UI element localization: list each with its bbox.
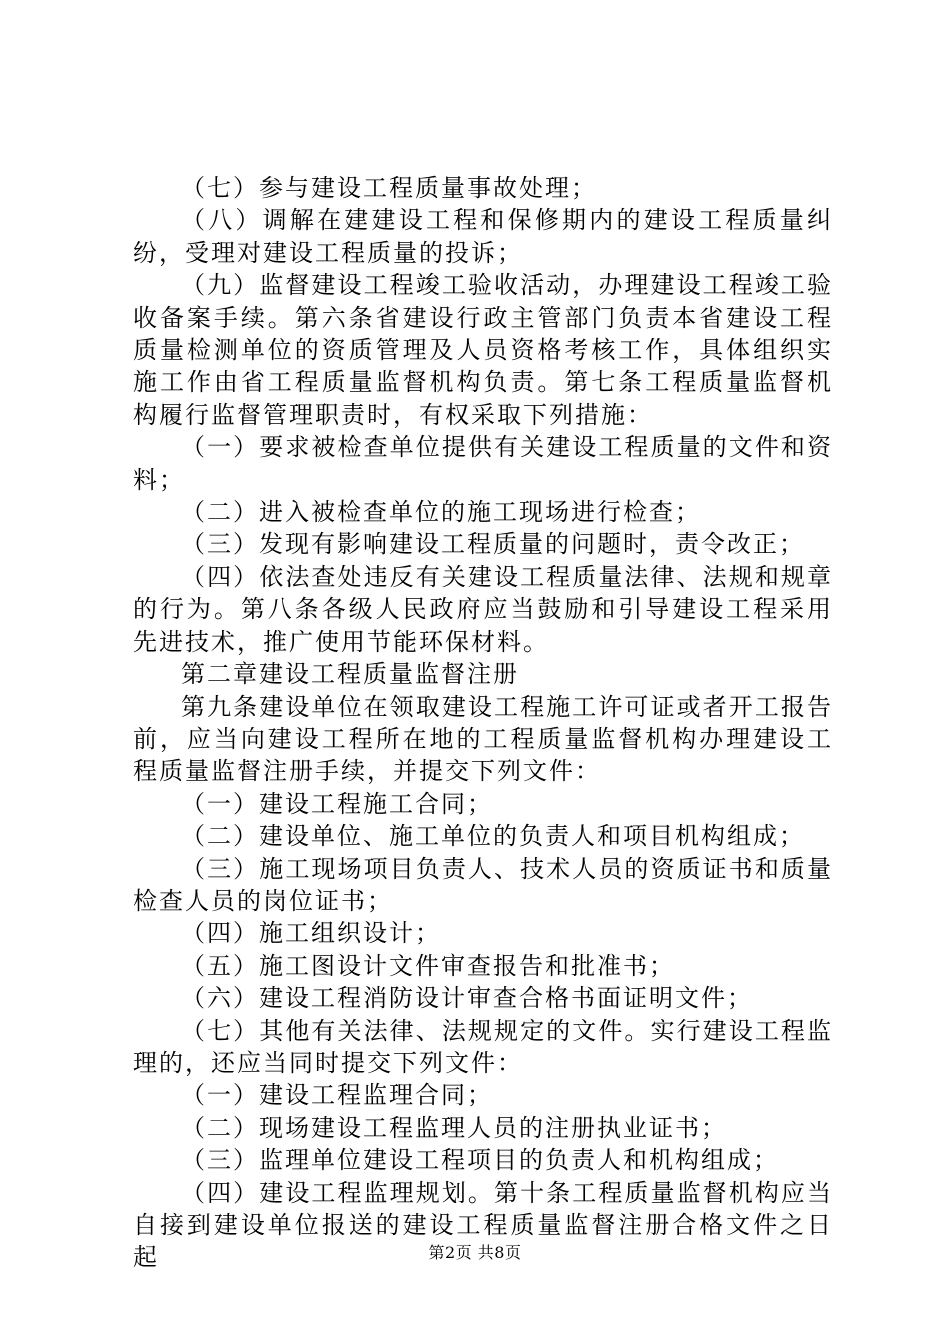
- paragraph-18: （二）现场建设工程监理人员的注册执业证书；: [181, 1113, 727, 1142]
- paragraph-12: （三）施工现场项目负责人、技术人员的资质证书和质量检查人员的岗位证书；: [133, 854, 833, 915]
- chapter-heading: 第二章建设工程质量监督注册: [181, 660, 519, 689]
- paragraph-14: （五）施工图设计文件审查报告和批准书；: [181, 951, 675, 980]
- paragraph-13: （四）施工组织设计；: [181, 919, 441, 948]
- paragraph-2: （八）调解在建建设工程和保修期内的建设工程质量纠纷，受理对建设工程质量的投诉；: [133, 206, 833, 267]
- paragraph-10: （一）建设工程施工合同；: [181, 789, 493, 818]
- paragraph-16: （七）其他有关法律、法规规定的文件。实行建设工程监理的，还应当同时提交下列文件：: [133, 1016, 833, 1077]
- paragraph-11: （二）建设单位、施工单位的负责人和项目机构组成；: [181, 822, 805, 851]
- paragraph-15: （六）建设工程消防设计审查合格书面证明文件；: [181, 984, 753, 1013]
- paragraph-19: （三）监理单位建设工程项目的负责人和机构组成；: [181, 1146, 779, 1175]
- paragraph-20: （四）建设工程监理规划。第十条工程质量监督机构应当自接到建设单位报送的建设工程质量监督注册合格文件之日起: [133, 1178, 833, 1272]
- document-body: [133, 172, 833, 1274]
- paragraph-6: （三）发现有影响建设工程质量的问题时，责令改正；: [181, 530, 805, 559]
- paragraph-3: （九）监督建设工程竣工验收活动，办理建设工程竣工验收备案手续。第六条省建设行政主管部门负责本省建设工程质量检测单位的资质管理及人员资格考核工作，具体组织实施工作由省工程质量监督机构负责。第七条工程质量监督机构履行监督管理职责时，有权采取下列措施：: [133, 271, 833, 429]
- paragraph-4: （一）要求被检查单位提供有关建设工程质量的文件和资料；: [133, 433, 833, 494]
- paragraph-9: 第九条建设单位在领取建设工程施工许可证或者开工报告前，应当向建设工程所在地的工程质量监督机构办理建设工程质量监督注册手续，并提交下列文件：: [133, 692, 833, 786]
- paragraph-17: （一）建设工程监理合同；: [181, 1081, 493, 1110]
- page-number-footer: 第2页 共8页: [428, 1243, 522, 1262]
- paragraph-5: （二）进入被检查单位的施工现场进行检查；: [181, 498, 701, 527]
- paragraph-1: （七）参与建设工程质量事故处理；: [181, 174, 597, 202]
- paragraph-7: （四）依法查处违反有关建设工程质量法律、法规和规章的行为。第八条各级人民政府应当鼓励和引导建设工程采用先进技术，推广使用节能环保材料。: [133, 562, 833, 656]
